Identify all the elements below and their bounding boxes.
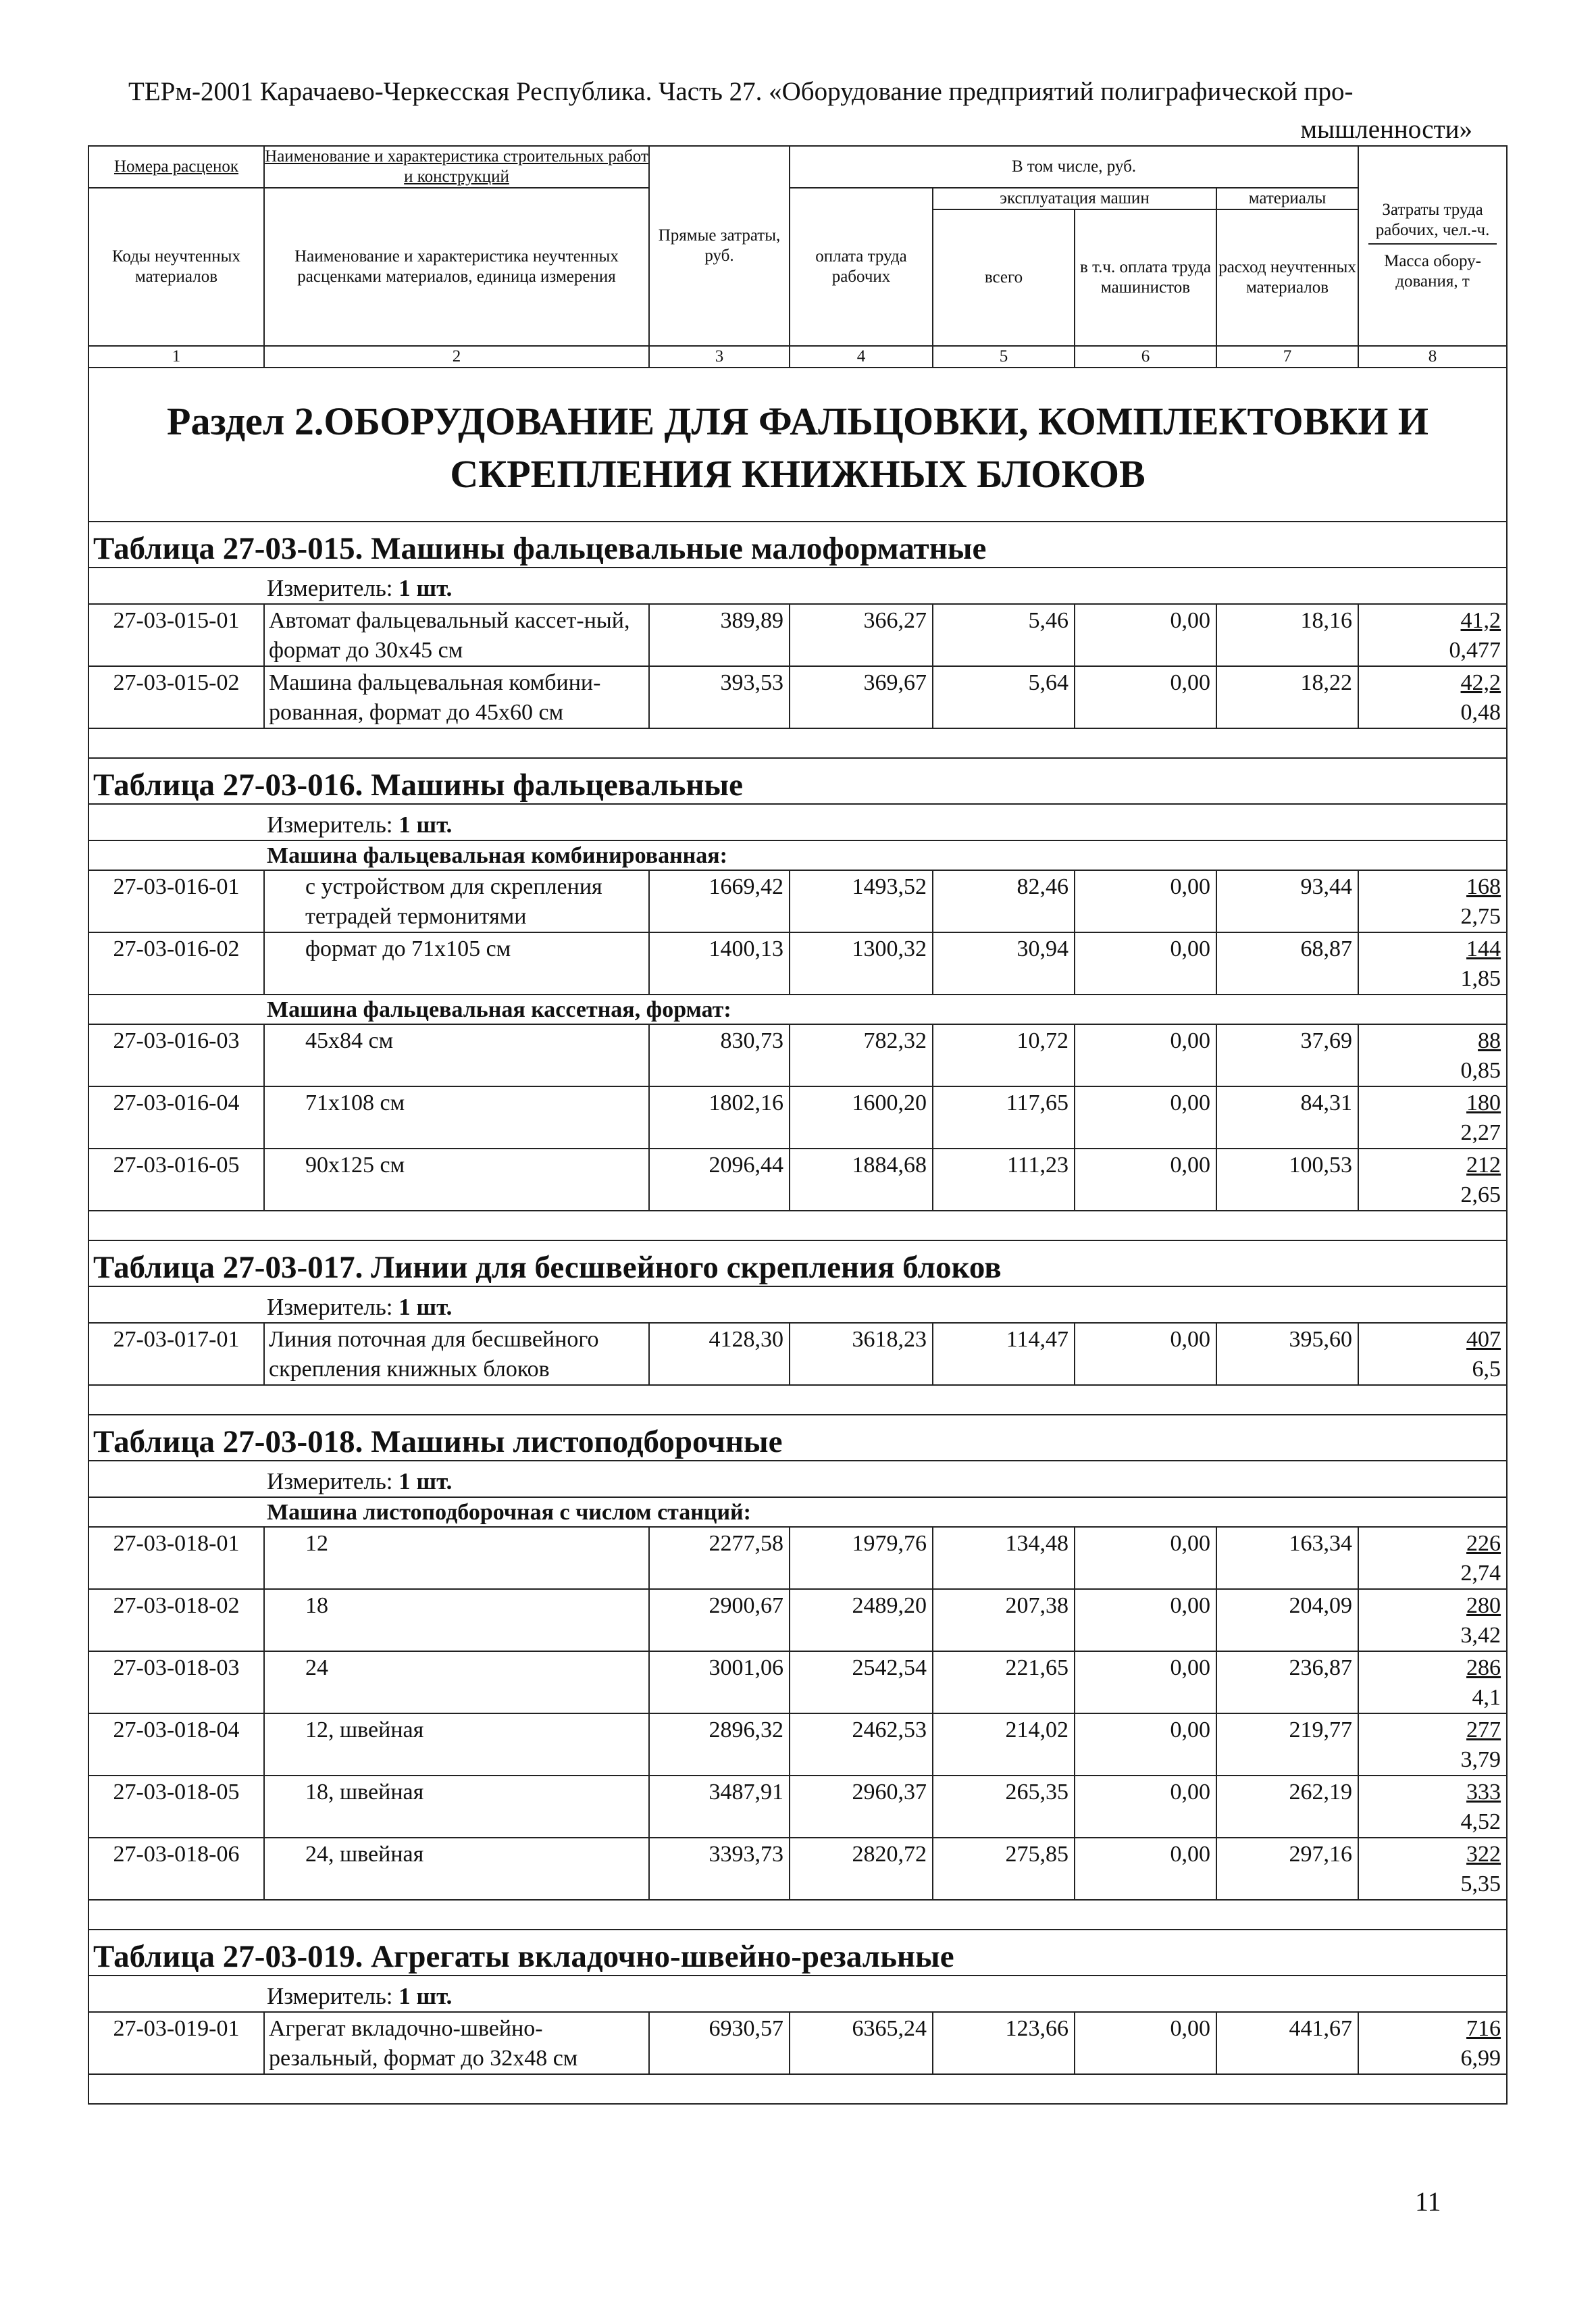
column-numbers-row xyxy=(88,346,1507,368)
table-row xyxy=(88,1024,1507,1086)
equipment-mass: 5,35 xyxy=(1460,1871,1501,1896)
table-row xyxy=(88,1527,1507,1589)
value-operators: 0,00 xyxy=(1075,1713,1216,1776)
col-header-direct-costs: Прямые затраты, руб. xyxy=(649,146,790,346)
labor-mass-cell xyxy=(1358,1651,1507,1713)
value-direct: 2896,32 xyxy=(649,1713,790,1776)
rate-code: 27-03-016-01 xyxy=(88,870,264,932)
labor-mass-cell xyxy=(1358,604,1507,666)
value-machines: 82,46 xyxy=(933,870,1075,932)
value-direct: 389,89 xyxy=(649,604,790,666)
value-machines: 221,65 xyxy=(933,1651,1075,1713)
table-title: Таблица 27-03-015. Машины фальцевальные малоформатные xyxy=(88,522,1507,568)
labor-hours: 322 xyxy=(1466,1842,1501,1867)
equipment-mass: 0,48 xyxy=(1460,700,1501,725)
work-name: Линия поточная для бесшвейного скрепления книжных блоков xyxy=(264,1323,649,1385)
value-materials: 68,87 xyxy=(1216,932,1358,995)
col-header-operators-pay: в т.ч. оплата труда машинистов xyxy=(1075,209,1216,346)
labor-hours: 42,2 xyxy=(1460,670,1501,695)
labor-mass-cell xyxy=(1358,1776,1507,1838)
work-name: 71х108 см xyxy=(264,1086,649,1149)
labor-hours: 716 xyxy=(1466,2016,1501,2041)
value-direct: 2277,58 xyxy=(649,1527,790,1589)
labor-hours: 212 xyxy=(1466,1153,1501,1178)
rate-code: 27-03-018-06 xyxy=(88,1838,264,1900)
equipment-mass: 2,27 xyxy=(1460,1120,1501,1145)
value-operators: 0,00 xyxy=(1075,1838,1216,1900)
rate-code: 27-03-015-02 xyxy=(88,666,264,728)
value-direct: 3487,91 xyxy=(649,1776,790,1838)
value-labor: 3618,23 xyxy=(790,1323,933,1385)
labor-hours: 333 xyxy=(1466,1780,1501,1805)
rate-code: 27-03-018-04 xyxy=(88,1713,264,1776)
value-direct: 1669,42 xyxy=(649,870,790,932)
col-header-including: В том числе, руб. xyxy=(790,146,1358,188)
rate-code: 27-03-018-01 xyxy=(88,1527,264,1589)
table-row xyxy=(88,1323,1507,1385)
value-operators: 0,00 xyxy=(1075,1776,1216,1838)
labor-mass-cell xyxy=(1358,1024,1507,1086)
measure-unit: 1 шт. xyxy=(398,575,453,601)
col-header-machines-total: всего xyxy=(933,209,1075,346)
value-machines: 117,65 xyxy=(933,1086,1075,1149)
equipment-mass: 2,74 xyxy=(1460,1561,1501,1586)
rate-code: 27-03-016-03 xyxy=(88,1024,264,1086)
work-name: 24 xyxy=(264,1651,649,1713)
equipment-mass: 0,477 xyxy=(1449,638,1501,663)
value-operators: 0,00 xyxy=(1075,1527,1216,1589)
value-labor: 2462,53 xyxy=(790,1713,933,1776)
labor-mass-cell xyxy=(1358,2012,1507,2074)
value-materials: 297,16 xyxy=(1216,1838,1358,1900)
col-header-mass: Масса обору-дования, т xyxy=(1384,252,1481,291)
equipment-mass: 6,99 xyxy=(1460,2046,1501,2071)
col-header-materials-consumption: расход неучтенных материалов xyxy=(1216,209,1358,346)
value-operators: 0,00 xyxy=(1075,1086,1216,1149)
value-labor: 2820,72 xyxy=(790,1838,933,1900)
rate-code: 27-03-018-03 xyxy=(88,1651,264,1713)
labor-mass-cell xyxy=(1358,1323,1507,1385)
value-labor: 366,27 xyxy=(790,604,933,666)
value-machines: 275,85 xyxy=(933,1838,1075,1900)
header-line-1: ТЕРм-2001 Карачаево-Черкесская Республика. Часть 27. «Оборудование предприятий полиграфической про- xyxy=(128,77,1354,106)
labor-hours: 280 xyxy=(1466,1593,1501,1618)
rate-code: 27-03-018-05 xyxy=(88,1776,264,1838)
col-number: 2 xyxy=(264,346,649,368)
col-number: 4 xyxy=(790,346,933,368)
group-heading: Машина фальцевальная комбинированная: xyxy=(88,840,1507,870)
value-materials: 204,09 xyxy=(1216,1589,1358,1651)
value-operators: 0,00 xyxy=(1075,1589,1216,1651)
measure-line xyxy=(88,1461,1507,1497)
header-line-2: мышленности» xyxy=(1300,115,1472,144)
value-operators: 0,00 xyxy=(1075,932,1216,995)
labor-mass-cell xyxy=(1358,666,1507,728)
value-machines: 123,66 xyxy=(933,2012,1075,2074)
value-operators: 0,00 xyxy=(1075,2012,1216,2074)
value-operators: 0,00 xyxy=(1075,666,1216,728)
measure-label: Измеритель: xyxy=(267,1983,399,2009)
value-materials: 395,60 xyxy=(1216,1323,1358,1385)
labor-mass-cell xyxy=(1358,1713,1507,1776)
labor-hours: 41,2 xyxy=(1460,608,1501,633)
value-machines: 10,72 xyxy=(933,1024,1075,1086)
rates-table xyxy=(88,145,1508,2105)
measure-label: Измеритель: xyxy=(267,1468,399,1494)
rate-code: 27-03-018-02 xyxy=(88,1589,264,1651)
group-heading: Машина листоподборочная с числом станций: xyxy=(88,1497,1507,1527)
labor-mass-cell xyxy=(1358,1149,1507,1211)
measure-label: Измеритель: xyxy=(267,811,399,838)
work-name: формат до 71х105 см xyxy=(264,932,649,995)
table-row xyxy=(88,666,1507,728)
work-name: Автомат фальцевальный кассет-ный, формат до 30х45 см xyxy=(264,604,649,666)
table-body xyxy=(88,368,1507,2104)
col-header-material-names: Наименование и характеристика неучтенных расценками материалов, единица измерения xyxy=(264,188,649,346)
value-direct: 3393,73 xyxy=(649,1838,790,1900)
labor-hours: 180 xyxy=(1466,1090,1501,1115)
table-title: Таблица 27-03-016. Машины фальцевальные xyxy=(88,758,1507,804)
col-header-rate-numbers: Номера расценок xyxy=(113,157,239,176)
labor-hours: 88 xyxy=(1478,1028,1501,1053)
equipment-mass: 3,79 xyxy=(1460,1747,1501,1772)
measure-line xyxy=(88,568,1507,604)
value-labor: 782,32 xyxy=(790,1024,933,1086)
equipment-mass: 1,85 xyxy=(1460,966,1501,991)
value-operators: 0,00 xyxy=(1075,1024,1216,1086)
table-row xyxy=(88,1838,1507,1900)
measure-line xyxy=(88,1976,1507,2012)
value-labor: 2542,54 xyxy=(790,1651,933,1713)
table-title: Таблица 27-03-017. Линии для бесшвейного скрепления блоков xyxy=(88,1240,1507,1286)
page-number: 11 xyxy=(1415,2186,1441,2217)
table-header xyxy=(88,146,1507,368)
measure-unit: 1 шт. xyxy=(398,1468,453,1494)
col-header-labor-hours: Затраты труда рабочих, чел.-ч. xyxy=(1368,200,1497,245)
section-title: Раздел 2.ОБОРУДОВАНИЕ ДЛЯ ФАЛЬЦОВКИ, КОМПЛЕКТОВКИ И СКРЕПЛЕНИЯ КНИЖНЫХ БЛОКОВ xyxy=(88,368,1507,522)
value-materials: 18,22 xyxy=(1216,666,1358,728)
value-machines: 134,48 xyxy=(933,1527,1075,1589)
value-machines: 114,47 xyxy=(933,1323,1075,1385)
value-operators: 0,00 xyxy=(1075,1149,1216,1211)
labor-hours: 286 xyxy=(1466,1655,1501,1680)
table-row xyxy=(88,604,1507,666)
rate-code: 27-03-016-04 xyxy=(88,1086,264,1149)
labor-mass-cell xyxy=(1358,932,1507,995)
value-materials: 84,31 xyxy=(1216,1086,1358,1149)
col-number: 1 xyxy=(88,346,264,368)
page-header xyxy=(128,73,1472,149)
value-labor: 1884,68 xyxy=(790,1149,933,1211)
value-direct: 2096,44 xyxy=(649,1149,790,1211)
equipment-mass: 2,75 xyxy=(1460,904,1501,929)
measure-unit: 1 шт. xyxy=(398,811,453,838)
rate-code: 27-03-019-01 xyxy=(88,2012,264,2074)
rate-code: 27-03-015-01 xyxy=(88,604,264,666)
col-header-material-codes: Коды неучтенных материалов xyxy=(88,188,264,346)
value-materials: 236,87 xyxy=(1216,1651,1358,1713)
col-number: 6 xyxy=(1075,346,1216,368)
value-materials: 100,53 xyxy=(1216,1149,1358,1211)
value-labor: 1979,76 xyxy=(790,1527,933,1589)
table-row xyxy=(88,1086,1507,1149)
value-labor: 1493,52 xyxy=(790,870,933,932)
value-direct: 830,73 xyxy=(649,1024,790,1086)
value-operators: 0,00 xyxy=(1075,1323,1216,1385)
value-direct: 3001,06 xyxy=(649,1651,790,1713)
col-number: 5 xyxy=(933,346,1075,368)
table-row xyxy=(88,1713,1507,1776)
col-header-materials: материалы xyxy=(1216,188,1358,209)
value-operators: 0,00 xyxy=(1075,1651,1216,1713)
equipment-mass: 2,65 xyxy=(1460,1182,1501,1207)
value-materials: 93,44 xyxy=(1216,870,1358,932)
table-row xyxy=(88,1589,1507,1651)
labor-mass-cell xyxy=(1358,870,1507,932)
value-machines: 265,35 xyxy=(933,1776,1075,1838)
equipment-mass: 4,1 xyxy=(1472,1685,1501,1710)
value-materials: 262,19 xyxy=(1216,1776,1358,1838)
value-direct: 1802,16 xyxy=(649,1086,790,1149)
value-direct: 6930,57 xyxy=(649,2012,790,2074)
labor-hours: 407 xyxy=(1466,1327,1501,1352)
equipment-mass: 3,42 xyxy=(1460,1623,1501,1648)
value-direct: 2900,67 xyxy=(649,1589,790,1651)
work-name: 12 xyxy=(264,1527,649,1589)
value-materials: 219,77 xyxy=(1216,1713,1358,1776)
table-row xyxy=(88,1651,1507,1713)
value-labor: 2960,37 xyxy=(790,1776,933,1838)
rate-code: 27-03-016-02 xyxy=(88,932,264,995)
value-machines: 111,23 xyxy=(933,1149,1075,1211)
col-number: 7 xyxy=(1216,346,1358,368)
value-machines: 214,02 xyxy=(933,1713,1075,1776)
labor-hours: 144 xyxy=(1466,936,1501,961)
value-machines: 5,64 xyxy=(933,666,1075,728)
table-row xyxy=(88,1776,1507,1838)
value-operators: 0,00 xyxy=(1075,870,1216,932)
work-name: Машина фальцевальная комбини-рованная, формат до 45х60 см xyxy=(264,666,649,728)
col-header-work-name: Наименование и характеристика строительных работ и конструкций xyxy=(265,147,648,186)
value-machines: 207,38 xyxy=(933,1589,1075,1651)
value-machines: 5,46 xyxy=(933,604,1075,666)
work-name: 24, швейная xyxy=(264,1838,649,1900)
rate-code: 27-03-017-01 xyxy=(88,1323,264,1385)
labor-hours: 226 xyxy=(1466,1531,1501,1556)
work-name: 18 xyxy=(264,1589,649,1651)
table-row xyxy=(88,1149,1507,1211)
equipment-mass: 6,5 xyxy=(1472,1357,1501,1382)
value-direct: 4128,30 xyxy=(649,1323,790,1385)
value-materials: 441,67 xyxy=(1216,2012,1358,2074)
col-number: 8 xyxy=(1358,346,1507,368)
value-labor: 1300,32 xyxy=(790,932,933,995)
table-title: Таблица 27-03-018. Машины листоподборочные xyxy=(88,1415,1507,1461)
labor-hours: 277 xyxy=(1466,1717,1501,1742)
value-materials: 18,16 xyxy=(1216,604,1358,666)
value-materials: 37,69 xyxy=(1216,1024,1358,1086)
measure-line xyxy=(88,1286,1507,1323)
group-heading: Машина фальцевальная кассетная, формат: xyxy=(88,995,1507,1024)
value-labor: 369,67 xyxy=(790,666,933,728)
work-name: 18, швейная xyxy=(264,1776,649,1838)
table-title: Таблица 27-03-019. Агрегаты вкладочно-швейно-резальные xyxy=(88,1930,1507,1976)
rate-code: 27-03-016-05 xyxy=(88,1149,264,1211)
value-materials: 163,34 xyxy=(1216,1527,1358,1589)
measure-unit: 1 шт. xyxy=(398,1983,453,2009)
measure-label: Измеритель: xyxy=(267,575,399,601)
work-name: 90х125 см xyxy=(264,1149,649,1211)
work-name: 45х84 см xyxy=(264,1024,649,1086)
value-labor: 1600,20 xyxy=(790,1086,933,1149)
work-name: с устройством для скрепления тетрадей термонитями xyxy=(264,870,649,932)
measure-unit: 1 шт. xyxy=(398,1294,453,1320)
table-row xyxy=(88,2012,1507,2074)
value-direct: 1400,13 xyxy=(649,932,790,995)
value-machines: 30,94 xyxy=(933,932,1075,995)
col-header-labor-pay: оплата труда рабочих xyxy=(790,188,933,346)
table-row xyxy=(88,932,1507,995)
equipment-mass: 4,52 xyxy=(1460,1809,1501,1834)
value-operators: 0,00 xyxy=(1075,604,1216,666)
labor-mass-cell xyxy=(1358,1527,1507,1589)
value-labor: 6365,24 xyxy=(790,2012,933,2074)
measure-line xyxy=(88,804,1507,840)
col-header-machine-operation: эксплуатация машин xyxy=(933,188,1216,209)
value-direct: 393,53 xyxy=(649,666,790,728)
equipment-mass: 0,85 xyxy=(1460,1058,1501,1083)
labor-mass-cell xyxy=(1358,1838,1507,1900)
col-number: 3 xyxy=(649,346,790,368)
work-name: 12, швейная xyxy=(264,1713,649,1776)
labor-mass-cell xyxy=(1358,1589,1507,1651)
labor-mass-cell xyxy=(1358,1086,1507,1149)
table-row xyxy=(88,870,1507,932)
value-labor: 2489,20 xyxy=(790,1589,933,1651)
labor-hours: 168 xyxy=(1466,874,1501,899)
measure-label: Измеритель: xyxy=(267,1294,399,1320)
work-name: Агрегат вкладочно-швейно-резальный, формат до 32х48 см xyxy=(264,2012,649,2074)
